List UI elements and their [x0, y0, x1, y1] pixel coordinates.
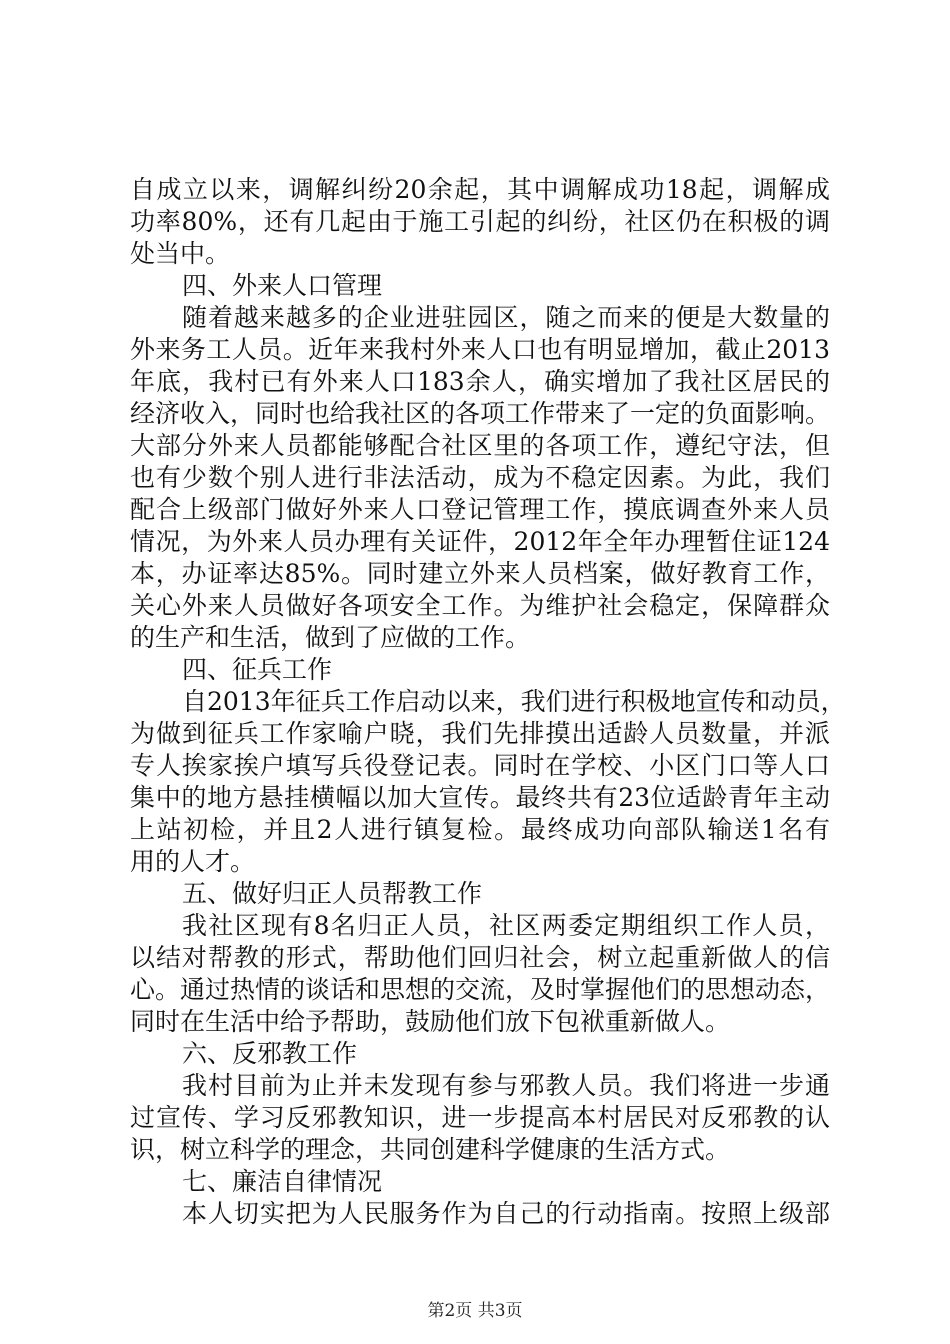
text-line: 本，办证率达85%。同时建立外来人员档案，做好教育工作，: [130, 559, 830, 588]
text-line: 以结对帮教的形式，帮助他们回归社会，树立起重新做人的信: [130, 943, 830, 972]
text-line: 我社区现有8名归正人员，社区两委定期组织工作人员，: [182, 911, 830, 940]
text-line: 本人切实把为人民服务作为自己的行动指南。按照上级部: [182, 1199, 830, 1228]
text-line: 随着越来越多的企业进驻园区，随之而来的便是大数量的: [182, 303, 830, 332]
text-line: 集中的地方悬挂横幅以加大宣传。最终共有23位适龄青年主动: [130, 783, 830, 812]
text-line: 功率80%，还有几起由于施工引起的纠纷，社区仍在积极的调: [130, 207, 830, 236]
text-line: 心。通过热情的谈话和思想的交流，及时掌握他们的思想动态，: [130, 975, 831, 1004]
text-line: 年底，我村已有外来人口183余人，确实增加了我社区居民的: [130, 367, 830, 396]
text-line: 过宣传、学习反邪教知识，进一步提高本村居民对反邪教的认: [130, 1103, 830, 1132]
text-line: 用的人才。: [130, 847, 256, 876]
text-line: 配合上级部门做好外来人口登记管理工作，摸底调查外来人员: [130, 495, 830, 524]
text-line: 自2013年征兵工作启动以来，我们进行积极地宣传和动员，: [182, 687, 846, 716]
text-line: 同时在生活中给予帮助，鼓励他们放下包袱重新做人。: [130, 1007, 731, 1036]
section-heading: 五、做好归正人员帮教工作: [182, 879, 483, 908]
text-line: 关心外来人员做好各项安全工作。为维护社会稳定，保障群众: [130, 591, 830, 620]
text-line: 上站初检，并且2人进行镇复检。最终成功向部队输送1名有: [130, 815, 830, 844]
text-line: 处当中。: [130, 239, 231, 268]
section-heading: 四、外来人口管理: [182, 271, 383, 300]
section-heading: 七、廉洁自律情况: [182, 1167, 383, 1196]
text-line: 识，树立科学的理念，共同创建科学健康的生活方式。: [130, 1135, 731, 1164]
document-body: [130, 174, 846, 1230]
text-line: 也有少数个别人进行非法活动，成为不稳定因素。为此，我们: [130, 463, 830, 492]
text-line: 大部分外来人员都能够配合社区里的各项工作，遵纪守法，但: [130, 431, 830, 460]
text-line: 外来务工人员。近年来我村外来人口也有明显增加，截止2013: [130, 335, 830, 364]
text-line: 为做到征兵工作家喻户晓，我们先排摸出适龄人员数量，并派: [130, 719, 830, 748]
text-line: 专人挨家挨户填写兵役登记表。同时在学校、小区门口等人口: [130, 751, 830, 780]
page-number-footer: 第2页 共3页: [427, 1301, 523, 1321]
text-line: 经济收入，同时也给我社区的各项工作带来了一定的负面影响。: [130, 399, 831, 428]
section-heading: 四、征兵工作: [182, 655, 333, 684]
section-heading: 六、反邪教工作: [182, 1039, 358, 1068]
text-line: 我村目前为止并未发现有参与邪教人员。我们将进一步通: [182, 1071, 830, 1100]
text-line: 情况，为外来人员办理有关证件，2012年全年办理暂住证124: [130, 527, 830, 556]
text-line: 的生产和生活，做到了应做的工作。: [130, 623, 531, 652]
text-line: 自成立以来，调解纠纷20余起，其中调解成功18起，调解成: [130, 175, 830, 204]
